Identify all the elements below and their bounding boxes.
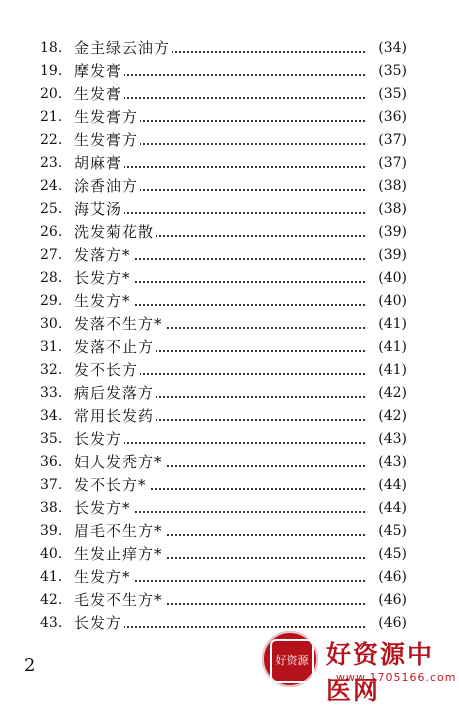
toc-entry (0, 243, 459, 266)
toc-entry-page: (44) (367, 477, 407, 493)
toc-entry-title: 妇人发秃方* (74, 453, 163, 471)
toc-entry-title: 毛发不生方* (74, 591, 163, 609)
toc-entry (0, 358, 459, 381)
toc-entry-number: 23. (40, 154, 63, 171)
toc-entry (0, 174, 459, 197)
toc-entry (0, 266, 459, 289)
toc-entry-title: 常用长发药 (74, 407, 155, 425)
toc-entry-number: 29. (40, 292, 63, 309)
toc-entry-number: 36. (40, 453, 63, 470)
toc-entry-page: (39) (367, 247, 407, 263)
toc-entry (0, 565, 459, 588)
toc-entry (0, 335, 459, 358)
toc-entry (0, 381, 459, 404)
toc-entry-page: (41) (367, 316, 407, 332)
toc-entry-number: 43. (40, 614, 63, 631)
toc-entry-number: 41. (40, 568, 63, 585)
toc-entry (0, 151, 459, 174)
toc-entry-page: (39) (367, 224, 407, 240)
toc-entry-page: (37) (367, 132, 407, 148)
toc-entry (0, 128, 459, 151)
toc-entry (0, 588, 459, 611)
toc-entry-title: 生发膏 (74, 85, 123, 103)
toc-entry-title: 摩发膏 (74, 62, 123, 80)
toc-entry-title: 发不长方 (74, 361, 139, 379)
toc-entry-page: (45) (367, 546, 407, 562)
toc-entry (0, 519, 459, 542)
watermark-logo (262, 631, 458, 705)
toc-entry-number: 22. (40, 131, 63, 148)
toc-entry-title: 海艾汤 (74, 200, 123, 218)
toc-entry-number: 21. (40, 108, 63, 125)
toc-entry-page: (38) (367, 178, 407, 194)
toc-entry (0, 404, 459, 427)
toc-entry-title: 涂香油方 (74, 177, 139, 195)
toc-entry-number: 19. (40, 62, 63, 79)
toc-entry-title: 生发止痒方* (74, 545, 163, 563)
toc-entry (0, 197, 459, 220)
toc-entry-page: (41) (367, 362, 407, 378)
toc-entry-page: (35) (367, 86, 407, 102)
toc-entry-number: 28. (40, 269, 63, 286)
toc-entry (0, 36, 459, 59)
toc-entry-page: (44) (367, 500, 407, 516)
toc-entry-page: (35) (367, 63, 407, 79)
toc-entry-number: 30. (40, 315, 63, 332)
toc-entry (0, 473, 459, 496)
toc-entry-title: 胡麻膏 (74, 154, 123, 172)
toc-entry (0, 220, 459, 243)
toc-entry-title: 长发方* (74, 499, 131, 517)
toc-entry-number: 38. (40, 499, 63, 516)
toc-entry-page: (43) (367, 454, 407, 470)
table-of-contents (0, 36, 459, 634)
toc-entry-number: 32. (40, 361, 63, 378)
toc-entry (0, 312, 459, 335)
brand-name: 好资源中医网 (326, 640, 435, 705)
toc-entry (0, 496, 459, 519)
toc-entry-title: 金主绿云油方 (74, 39, 171, 57)
site-url: www.1705166.com (336, 671, 457, 684)
toc-entry-title: 发落不止方 (74, 338, 155, 356)
toc-entry-page: (40) (367, 293, 407, 309)
toc-entry-page: (45) (367, 523, 407, 539)
toc-entry (0, 289, 459, 312)
toc-entry (0, 105, 459, 128)
toc-entry-number: 25. (40, 200, 63, 217)
toc-entry-title: 生发膏方 (74, 131, 139, 149)
toc-entry-title: 洗发菊花散 (74, 223, 155, 241)
toc-entry-number: 35. (40, 430, 63, 447)
toc-entry-number: 26. (40, 223, 63, 240)
toc-entry-page: (34) (367, 40, 407, 56)
toc-entry-number: 34. (40, 407, 63, 424)
toc-entry-number: 18. (40, 39, 63, 56)
toc-entry-page: (40) (367, 270, 407, 286)
toc-entry-page: (43) (367, 431, 407, 447)
toc-entry-page: (46) (367, 615, 407, 631)
toc-entry-title: 生发膏方 (74, 108, 139, 126)
toc-entry-page: (42) (367, 408, 407, 424)
toc-entry-number: 39. (40, 522, 63, 539)
page-number: 2 (24, 655, 36, 676)
toc-entry-page: (36) (367, 109, 407, 125)
toc-entry-number: 42. (40, 591, 63, 608)
toc-entry-number: 37. (40, 476, 63, 493)
toc-entry-title: 长发方 (74, 614, 123, 632)
toc-entry-title: 发落方* (74, 246, 131, 264)
toc-entry-title: 发不长方* (74, 476, 147, 494)
toc-entry-title: 长发方* (74, 269, 131, 287)
toc-entry (0, 542, 459, 565)
toc-entry-title: 发落不生方* (74, 315, 163, 333)
toc-entry-number: 31. (40, 338, 63, 355)
toc-entry-title: 长发方 (74, 430, 123, 448)
toc-entry (0, 450, 459, 473)
toc-entry (0, 82, 459, 105)
seal-text: 好资源 (270, 639, 314, 683)
toc-entry (0, 427, 459, 450)
toc-entry-number: 40. (40, 545, 63, 562)
toc-entry-page: (46) (367, 592, 407, 608)
toc-entry (0, 59, 459, 82)
toc-entry-number: 20. (40, 85, 63, 102)
toc-entry-number: 33. (40, 384, 63, 401)
toc-entry-number: 24. (40, 177, 63, 194)
toc-entry-number: 27. (40, 246, 63, 263)
seal-icon (262, 631, 318, 687)
toc-entry-title: 生发方* (74, 568, 131, 586)
toc-entry-title: 生发方* (74, 292, 131, 310)
toc-entry-title: 眉毛不生方* (74, 522, 163, 540)
toc-entry-page: (46) (367, 569, 407, 585)
toc-entry-title: 病后发落方 (74, 384, 155, 402)
toc-entry-page: (42) (367, 385, 407, 401)
toc-entry-page: (37) (367, 155, 407, 171)
toc-entry-page: (38) (367, 201, 407, 217)
toc-entry-page: (41) (367, 339, 407, 355)
